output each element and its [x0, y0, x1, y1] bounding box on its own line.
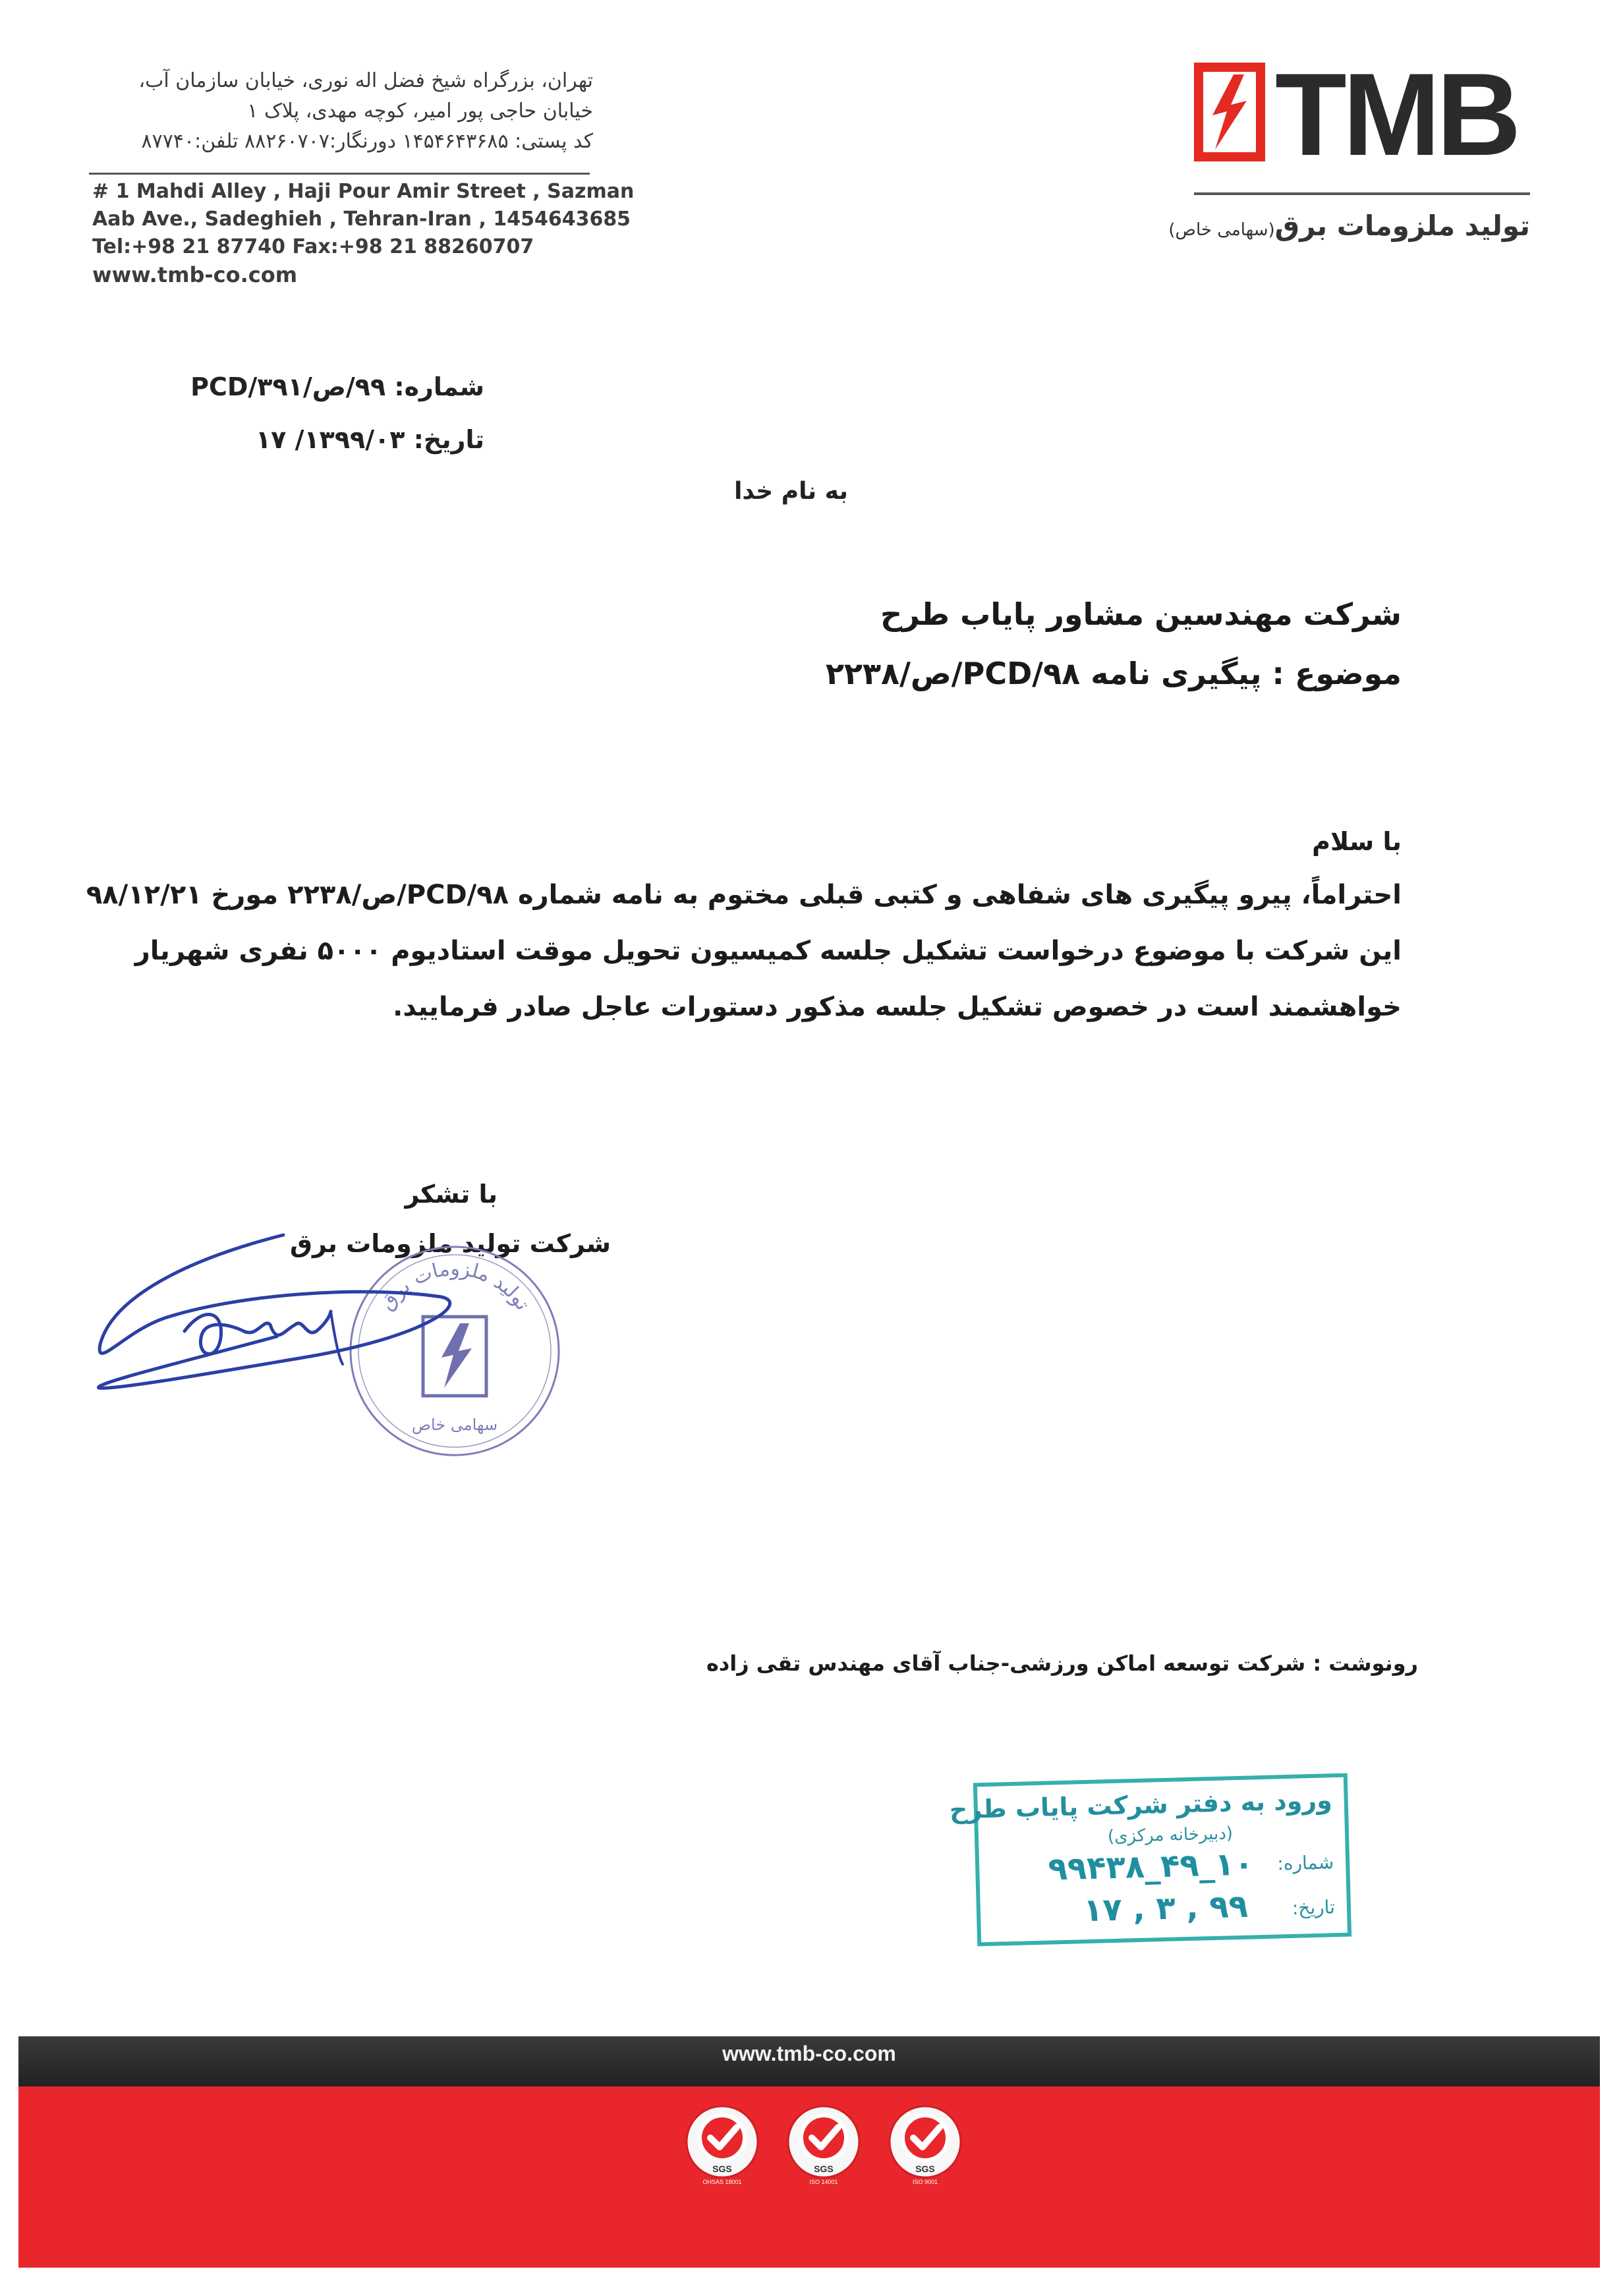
entry-stamp	[949, 1773, 1351, 1947]
cert-standard-label: OHSAS 18001	[702, 2179, 742, 2185]
stamp-number-label: شماره:	[1276, 1851, 1334, 1875]
company-type: (سهامی خاص)	[1168, 220, 1275, 240]
company-name	[1168, 210, 1530, 242]
body-paragraph-line: احتراماً، پیرو پیگیری های شفاهی و کتبی قبلی مختوم به نامه شماره ۹۸/PCD/ص/۲۲۳۸ مورخ ۹۸/۱۲/۲۱	[86, 880, 1402, 910]
address-line: خیابان حاجی پور امیر، کوچه مهدی، پلاک ۱	[247, 100, 593, 123]
address-line: # 1 Mahdi Alley , Haji Pour Amir Street , Sazman	[92, 180, 635, 203]
footer-website-link[interactable]: www.tmb-co.com	[722, 2042, 896, 2065]
stamp-date-label: تاریخ:	[1292, 1896, 1336, 1919]
seal-text: تولید ملزومات برق	[375, 1257, 534, 1315]
address-english	[92, 178, 634, 289]
logo-divider	[1194, 192, 1530, 195]
address-persian	[79, 66, 593, 157]
stamp-subtitle: (دبیرخانه مرکزی)	[1107, 1823, 1234, 1847]
certification-badge-icon	[883, 2102, 967, 2187]
seal-type-text: سهامی خاص	[411, 1416, 498, 1434]
letter-number-value: ۹۹/ص/PCD/۳۹۱	[190, 372, 386, 401]
cert-standard-label: ISO 14001	[809, 2179, 838, 2185]
company-name-text: تولید ملزومات برق	[1274, 210, 1530, 242]
letter-number	[190, 372, 484, 401]
body-paragraph-line: این شرکت با موضوع درخواست تشکیل جلسه کمیسیون تحویل موقت استادیوم ۵۰۰۰ نفری شهریار	[134, 936, 1402, 966]
address-line: Aab Ave., Sadeghieh , Tehran-Iran , 1454643685	[92, 208, 631, 231]
cert-standard-label: ISO 9001	[912, 2179, 938, 2185]
salutation: با سلام	[1312, 827, 1402, 856]
cert-body-label: SGS	[712, 2164, 732, 2174]
letter-date	[256, 425, 484, 454]
address-line: تهران، بزرگراه شیخ فضل اله نوری، خیابان سازمان آب،	[138, 69, 593, 92]
stamp-date-value: ۹۹ , ۳ , ۱۷	[1083, 1887, 1249, 1930]
letter-number-label: شماره:	[394, 372, 484, 401]
signature	[86, 1226, 468, 1410]
carbon-copy: رونوشت : شرکت توسعه اماکن ورزشی-جناب آقای مهندس تقی زاده	[706, 1651, 1418, 1676]
signatory: شرکت تولید ملزومات برق	[289, 1229, 611, 1258]
letter-date-label: تاریخ:	[413, 425, 484, 454]
logo-wordmark: TMB	[1275, 49, 1518, 180]
recipient: شرکت مهندسین مشاور پایاب طرح	[880, 596, 1402, 632]
stamp-number-value: ۱۰_۴۹_۹۹۴۳۸	[1047, 1845, 1254, 1888]
logo-icon	[1194, 63, 1265, 161]
address-divider	[89, 173, 590, 175]
contact-line: Tel:+98 21 87740 Fax:+98 21 88260707	[92, 235, 534, 258]
body-paragraph-line: خواهشمند است در خصوص تشکیل جلسه مذکور دستورات عاجل صادر فرمایید.	[393, 992, 1402, 1022]
closing: با تشکر	[405, 1180, 497, 1209]
address-line: کد پستی: ۱۴۵۴۶۴۳۶۸۵ دورنگار:۸۸۲۶۰۷۰۷ تلفن:۸۷۷۴۰	[141, 130, 593, 153]
certification-badge-icon	[781, 2102, 866, 2187]
subject: موضوع : پیگیری نامه ۹۸/PCD/ص/۲۲۳۸	[825, 656, 1402, 691]
stamp-title: ورود به دفتر شرکت پایاب طرح	[949, 1785, 1333, 1825]
website-link[interactable]: www.tmb-co.com	[92, 262, 298, 287]
cert-body-label: SGS	[814, 2164, 834, 2174]
cert-body-label: SGS	[915, 2164, 935, 2174]
certification-badge-icon	[680, 2102, 764, 2187]
invocation: به نام خدا	[734, 478, 848, 505]
letter-date-value: ۱۳۹۹/۰۳/ ۱۷	[255, 425, 405, 454]
